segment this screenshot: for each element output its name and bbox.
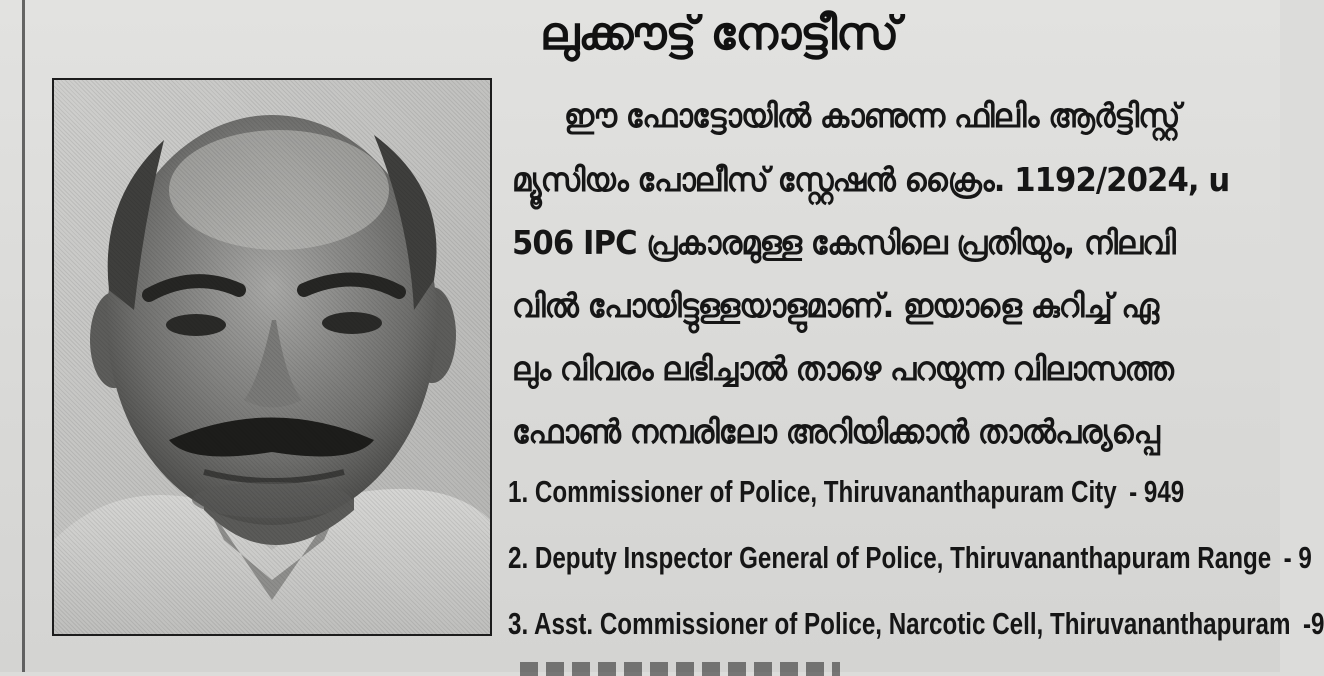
column-rule <box>22 0 25 672</box>
notice-body <box>512 90 1280 470</box>
body-line: 506 IPC പ്രകാരമുള്ള കേസിലെ പ്രതിയും, നിലവി <box>512 223 1175 262</box>
body-line: ലും വിവരം ലഭിച്ചാൽ താഴെ പറയുന്ന വിലാസത്ത <box>512 349 1173 388</box>
contact-item <box>508 606 1324 642</box>
contact-label: 2. Deputy Inspector General of Police, Thiruvananthapuram Range <box>508 540 1272 575</box>
body-line: ഈ ഫോട്ടോയിൽ കാണുന്ന ഫിലിം ആർട്ടിസ്റ്റ് <box>564 96 1180 135</box>
body-line: മ്യൂസിയം പോലീസ് സ്റ്റേഷൻ ക്രൈം. 1192/2024, u <box>512 160 1230 199</box>
contact-label: 3. Asst. Commissioner of Police, Narcotic Cell, Thiruvananthapuram <box>508 606 1291 641</box>
contact-label: 1. Commissioner of Police, Thiruvananthapuram City <box>508 474 1117 509</box>
contact-list <box>508 470 1324 672</box>
body-line: വിൽ പോയിട്ടുള്ളയാളുമാണ്. ഇയാളെ കുറിച്ച് ഏ <box>512 286 1159 325</box>
suspect-portrait <box>54 80 490 634</box>
contact-phone: - 9 <box>1283 540 1312 575</box>
contact-phone: -9 <box>1302 606 1324 641</box>
contact-phone: - 949 <box>1129 474 1185 509</box>
suspect-photo <box>52 78 492 636</box>
cut-off-line <box>520 662 840 676</box>
contact-item <box>508 540 1312 576</box>
notice-title: ലുക്കൗട്ട് നോട്ടീസ് <box>540 6 899 60</box>
body-line: ഫോൺ നമ്പരിലോ അറിയിക്കാൻ താൽപര്യപ്പെ <box>512 412 1159 451</box>
contact-item <box>508 474 1184 510</box>
